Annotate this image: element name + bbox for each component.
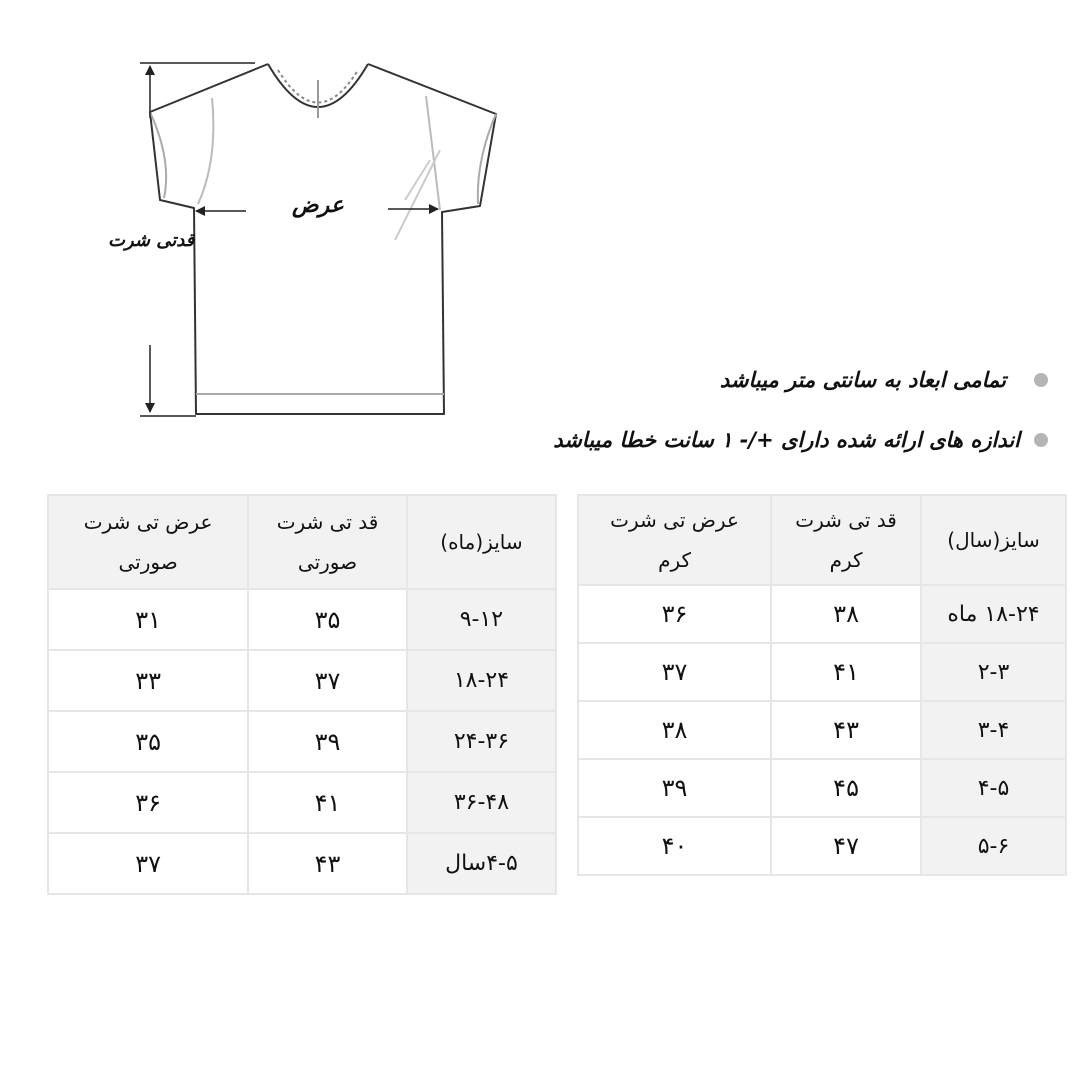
header-length — [248, 495, 407, 589]
size-table-years — [577, 494, 1067, 876]
table-row — [48, 589, 556, 650]
shirt-outline — [150, 64, 496, 414]
table-row — [48, 650, 556, 711]
cell-width: ۳۵ — [48, 711, 248, 772]
note-text: تمامی ابعاد به سانتی متر میباشد — [719, 368, 1006, 392]
cell-length: ۴۱ — [248, 772, 407, 833]
note-item — [448, 422, 1048, 458]
cell-size: ۲-۳ — [921, 643, 1066, 701]
bullet-icon — [1034, 373, 1048, 387]
width-label: عرض — [292, 193, 344, 218]
table-row — [578, 585, 1066, 643]
note-text: اندازه های ارائه شده دارای +/- ۱ سانت خطا میباشد — [553, 428, 1020, 452]
cell-size: ۱۸-۲۴ ماه — [921, 585, 1066, 643]
table-row — [578, 643, 1066, 701]
header-length-line2: صورتی — [297, 550, 358, 574]
header-width — [48, 495, 248, 589]
cell-size: ۵-۶ — [921, 817, 1066, 875]
cell-length: ۴۷ — [771, 817, 921, 875]
table-row — [48, 711, 556, 772]
cell-width: ۴۰ — [578, 817, 771, 875]
cell-length: ۳۷ — [248, 650, 407, 711]
cell-width: ۳۷ — [578, 643, 771, 701]
cell-size: ۲۴-۳۶ — [407, 711, 556, 772]
header-length — [771, 495, 921, 585]
header-length-line1: قد تی شرت — [276, 510, 379, 534]
table-row — [48, 772, 556, 833]
cell-length: ۴۳ — [248, 833, 407, 894]
cell-length: ۳۸ — [771, 585, 921, 643]
header-size: سایز(سال) — [921, 495, 1066, 585]
header-width-line2: کرم — [658, 548, 692, 572]
cell-length: ۳۵ — [248, 589, 407, 650]
cell-length: ۴۱ — [771, 643, 921, 701]
cell-width: ۳۶ — [48, 772, 248, 833]
header-width-line1: عرض تی شرت — [83, 510, 213, 534]
header-width-line2: صورتی — [118, 550, 178, 574]
cell-width: ۳۶ — [578, 585, 771, 643]
note-item — [448, 362, 1048, 398]
cell-size: ۴-۵سال — [407, 833, 556, 894]
cell-size: ۹-۱۲ — [407, 589, 556, 650]
cell-width: ۳۱ — [48, 589, 248, 650]
bullet-icon — [1034, 433, 1048, 447]
cell-size: ۳۶-۴۸ — [407, 772, 556, 833]
cell-size: ۴-۵ — [921, 759, 1066, 817]
cell-size: ۳-۴ — [921, 701, 1066, 759]
table-row — [578, 759, 1066, 817]
cell-length: ۴۵ — [771, 759, 921, 817]
header-width-line1: عرض تی شرت — [610, 508, 739, 532]
cell-width: ۳۷ — [48, 833, 248, 894]
cell-width: ۳۹ — [578, 759, 771, 817]
header-size: سایز(ماه) — [407, 495, 556, 589]
cell-length: ۳۹ — [248, 711, 407, 772]
size-table-months — [47, 494, 557, 895]
length-label: قدتی شرت — [108, 230, 195, 251]
header-length-line1: قد تی شرت — [795, 508, 897, 532]
table-header-row — [578, 495, 1066, 585]
cell-size: ۱۸-۲۴ — [407, 650, 556, 711]
cell-width: ۳۳ — [48, 650, 248, 711]
cell-length: ۴۳ — [771, 701, 921, 759]
table-row — [578, 701, 1066, 759]
header-length-line2: کرم — [829, 548, 863, 572]
cell-width: ۳۸ — [578, 701, 771, 759]
table-row — [48, 833, 556, 894]
header-width — [578, 495, 771, 585]
table-row — [578, 817, 1066, 875]
table-header-row — [48, 495, 556, 589]
notes-list — [448, 362, 1048, 482]
